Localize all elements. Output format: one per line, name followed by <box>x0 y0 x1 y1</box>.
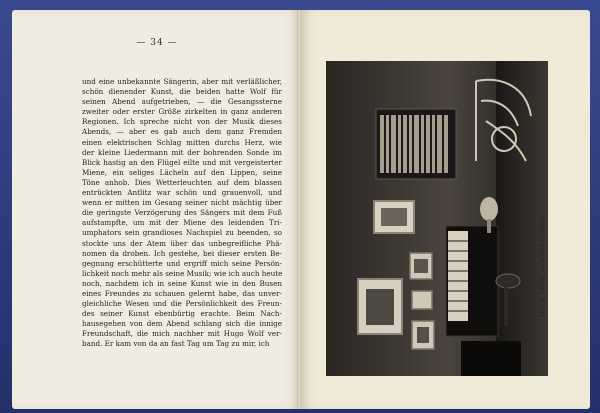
right-page <box>300 10 590 409</box>
text-line: band. Er kam von da an fast Tag um Tag zu mir, ich <box>82 339 270 349</box>
text-line: gleichliche Wesen und die Persönlichkeit des Freun- <box>82 299 282 309</box>
text-line: Freundschaft, die mich nachher mit Hugo Wolf ver- <box>82 329 282 339</box>
text-line: aufstampfte, um mit der Miene des leidenden Tri- <box>82 218 282 228</box>
study-room-photograph <box>326 61 548 376</box>
text-line: noch, nachdem ich in seine Kunst wie in den Busen <box>82 278 282 288</box>
text-line: Abends, — aber es gab auch dem ganz Fremden <box>82 127 282 137</box>
text-line: zweiter oder erster Größe zirkelten in ganz anderen <box>82 107 282 117</box>
text-line: gegnung erschütterte und ergriff mich seine Persön- <box>82 258 282 268</box>
text-line: umphators sein grandioses Nachspiel zu beenden, so <box>82 228 282 238</box>
text-line: nomen da droben. Ich gestehe, bei dieser ersten Be- <box>82 248 282 258</box>
text-line: Blick hastig an den Flügel eilte und mit vergeisterter <box>82 157 282 167</box>
text-line: lichkeit noch mehr als seine Musik; wie ich auch heute <box>82 268 283 278</box>
text-line: die geringste Verzögerung des Sängers mit dem Fuß <box>82 208 282 218</box>
left-page <box>12 10 302 409</box>
text-line: entrückten Antlitz war schön und grauenvoll, und <box>82 188 282 198</box>
text-line: hausegehen von dem Abend schlang sich die innige <box>82 319 282 329</box>
text-line: stockte uns der Atem über das unbegreifliche Phä- <box>82 238 282 248</box>
photo-caption-text: Arbeitszimmer Hugo Wolfs. <box>538 215 546 321</box>
text-line: Töne anhob. Dies Wetterleuchten auf dem blassen <box>82 177 282 187</box>
text-line: Miene, ein seliges Lächeln auf den Lippen, seine <box>82 167 282 177</box>
text-line: Regionen. Ich spreche nicht von der Musik dieses <box>82 117 282 127</box>
text-line: des seiner Kunst ebenbürtig erachte. Beim Nach- <box>82 309 282 319</box>
text-line: einen elektrischen Schlag mitten durchs Herz, wie <box>82 137 282 147</box>
text-line: der kleine Liedermann mit der bohrenden Sonde im <box>82 147 282 157</box>
text-line: seinen Abend aufgetrieben, — die Gesangssterne <box>82 97 282 107</box>
photograph-icon <box>326 61 548 376</box>
page-number: — 34 — <box>136 38 178 48</box>
text-line: schön dienender Kunst, die beiden hatte Wolf für <box>82 87 282 97</box>
text-line: und eine unbekannte Sängerin, aber mit verläßlicher, <box>82 77 282 86</box>
text-line: eines Freundes zu schauen gelernt habe, das unver- <box>82 288 282 298</box>
text-line: wenn er mitten im Gesang seiner nicht mächtig über <box>82 198 282 208</box>
body-text <box>82 77 282 350</box>
